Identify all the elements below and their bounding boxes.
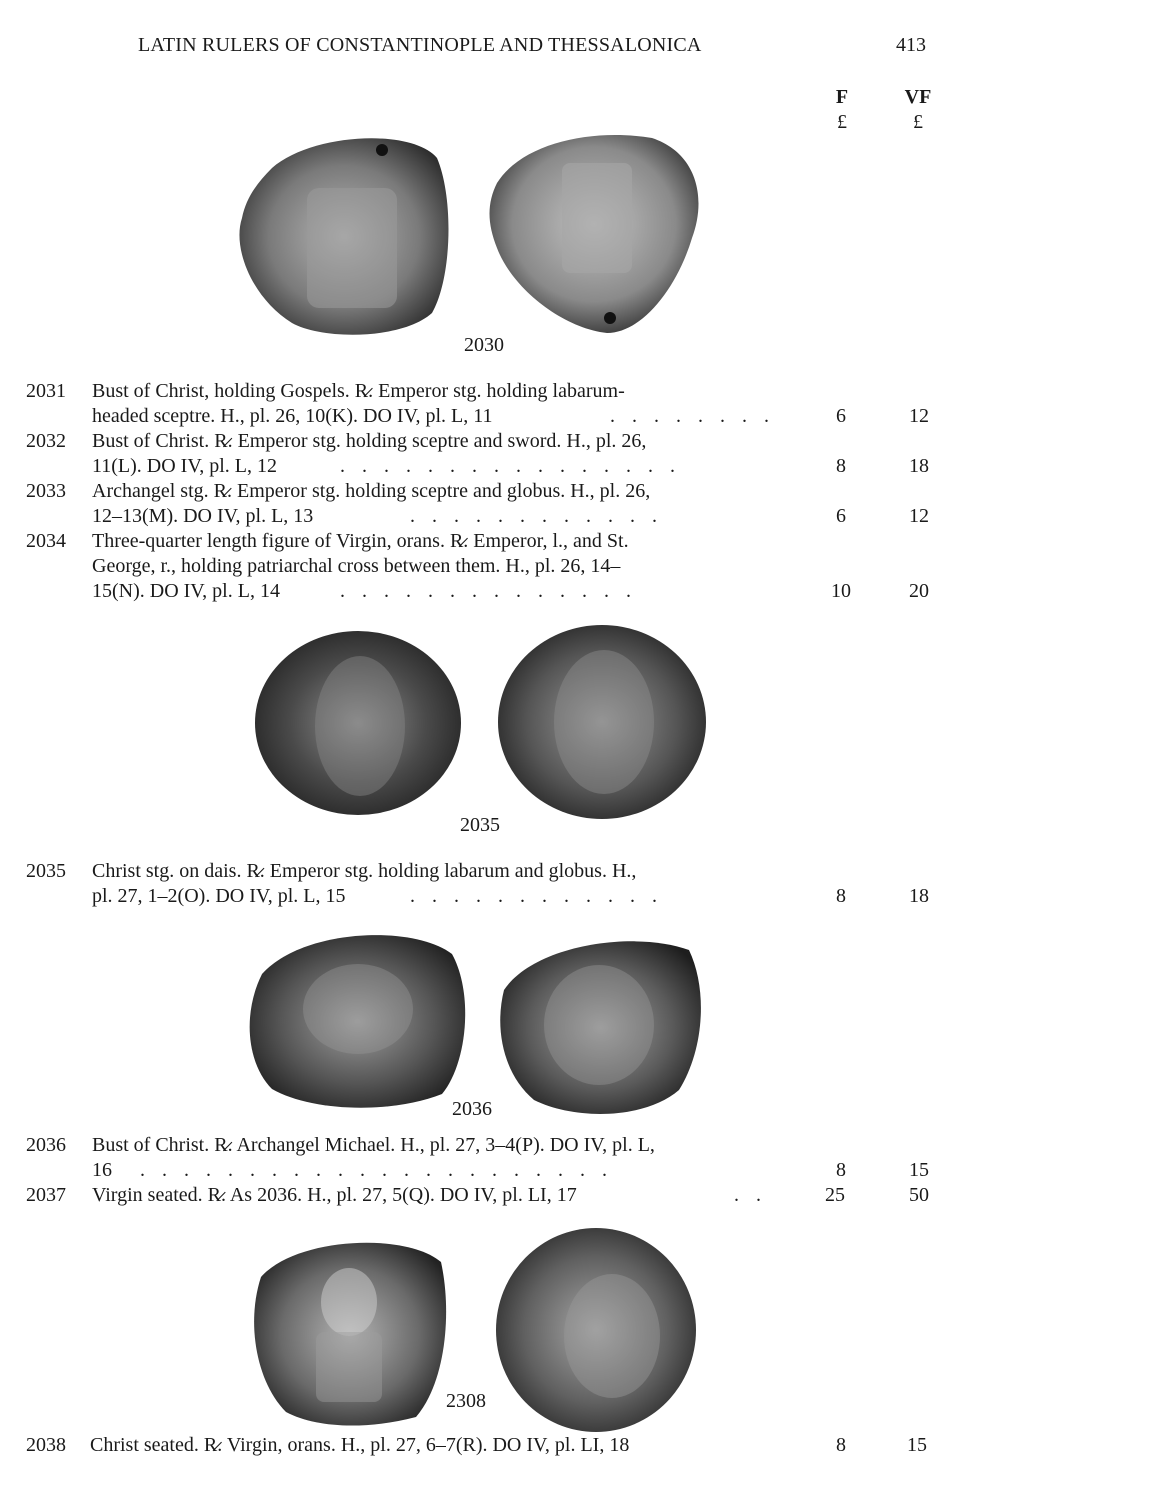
entry-2035-line1: Christ stg. on dais. R̷. Emperor stg. holding labarum and globus. H., — [92, 860, 637, 882]
coin-2308-reverse-image — [494, 1226, 698, 1434]
entry-2037-leader-dots: . . — [734, 1184, 767, 1206]
entry-2036-price-f: 8 — [836, 1159, 846, 1181]
entry-2031-price-f: 6 — [836, 405, 846, 427]
entry-2037-number: 2037 — [26, 1184, 66, 1206]
entry-2035-number: 2035 — [26, 860, 66, 882]
entry-2033-number: 2033 — [26, 480, 66, 502]
coin-2036-obverse-image — [242, 924, 474, 1110]
entry-2037-price-f: 25 — [825, 1184, 845, 1206]
entry-2034-line3: 15(N). DO IV, pl. L, 14 — [92, 580, 280, 602]
entry-2034-price-f: 10 — [831, 580, 851, 602]
entry-2034-line2: George, r., holding patriarchal cross between them. H., pl. 26, 14– — [92, 555, 621, 577]
page-number: 413 — [896, 34, 926, 56]
entry-2035-leader-dots: . . . . . . . . . . . . — [410, 885, 663, 907]
entry-2033-line1: Archangel stg. R̷. Emperor stg. holding sceptre and globus. H., pl. 26, — [92, 480, 651, 502]
entry-2035-line2: pl. 27, 1–2(O). DO IV, pl. L, 15 — [92, 885, 346, 907]
coin-2030-obverse-image — [232, 128, 452, 340]
entry-2033-price-f: 6 — [836, 505, 846, 527]
entry-2031-line2: headed sceptre. H., pl. 26, 10(K). DO IV, pl. L, 11 — [92, 405, 493, 427]
entry-2031-leader-dots: . . . . . . . . — [610, 405, 775, 427]
col-f-unit: £ — [837, 111, 847, 133]
entry-2038-line1: Christ seated. R̷. Virgin, orans. H., pl. 27, 6–7(R). DO IV, pl. LI, 18 — [90, 1434, 630, 1456]
entry-2036-number: 2036 — [26, 1134, 66, 1156]
coin-2035-reverse-image — [496, 622, 710, 822]
col-vf-unit: £ — [913, 111, 923, 133]
caption-2030: 2030 — [464, 334, 504, 356]
entry-2032-line2: 11(L). DO IV, pl. L, 12 — [92, 455, 277, 477]
entry-2032-number: 2032 — [26, 430, 66, 452]
entry-2033-line2: 12–13(M). DO IV, pl. L, 13 — [92, 505, 314, 527]
entry-2032-leader-dots: . . . . . . . . . . . . . . . . — [340, 455, 681, 477]
col-f-label: F — [835, 86, 849, 108]
entry-2038-price-f: 8 — [836, 1434, 846, 1456]
entry-2035-price-f: 8 — [836, 885, 846, 907]
entry-2034-number: 2034 — [26, 530, 66, 552]
entry-2038-number: 2038 — [26, 1434, 66, 1456]
coin-2036-reverse-image — [494, 930, 708, 1120]
entry-2031-line1: Bust of Christ, holding Gospels. R̷. Emperor stg. holding labarum- — [92, 380, 625, 402]
entry-2037-price-vf: 50 — [909, 1184, 929, 1206]
caption-2035: 2035 — [460, 814, 500, 836]
caption-2036: 2036 — [452, 1098, 492, 1120]
entry-2034-leader-dots: . . . . . . . . . . . . . . — [340, 580, 637, 602]
entry-2036-line1: Bust of Christ. R̷. Archangel Michael. H., pl. 27, 3–4(P). DO IV, pl. L, — [92, 1134, 655, 1156]
entry-2031-number: 2031 — [26, 380, 66, 402]
entry-2036-line2: 16 — [92, 1159, 112, 1181]
entry-2032-price-f: 8 — [836, 455, 846, 477]
entry-2036-leader-dots: . . . . . . . . . . . . . . . . . . . . . . — [140, 1159, 613, 1181]
entry-2034-line1: Three-quarter length figure of Virgin, orans. R̷. Emperor, l., and St. — [92, 530, 629, 552]
entry-2034-price-vf: 20 — [909, 580, 929, 602]
running-header: LATIN RULERS OF CONSTANTINOPLE AND THESSALONICA — [138, 34, 702, 56]
entry-2032-price-vf: 18 — [909, 455, 929, 477]
coin-2308-obverse-image — [246, 1232, 452, 1428]
entry-2038-price-vf: 15 — [907, 1434, 927, 1456]
entry-2032-line1: Bust of Christ. R̷. Emperor stg. holding sceptre and sword. H., pl. 26, — [92, 430, 647, 452]
entry-2033-price-vf: 12 — [909, 505, 929, 527]
entry-2037-line1: Virgin seated. R̷. As 2036. H., pl. 27, 5(Q). DO IV, pl. LI, 17 — [92, 1184, 577, 1206]
entry-2036-price-vf: 15 — [909, 1159, 929, 1181]
col-vf-label: VF — [904, 86, 932, 108]
coin-2035-obverse-image — [252, 628, 464, 818]
caption-2308: 2308 — [446, 1390, 486, 1412]
entry-2033-leader-dots: . . . . . . . . . . . . — [410, 505, 663, 527]
entry-2035-price-vf: 18 — [909, 885, 929, 907]
coin-2030-reverse-image — [482, 128, 708, 338]
entry-2031-price-vf: 12 — [909, 405, 929, 427]
